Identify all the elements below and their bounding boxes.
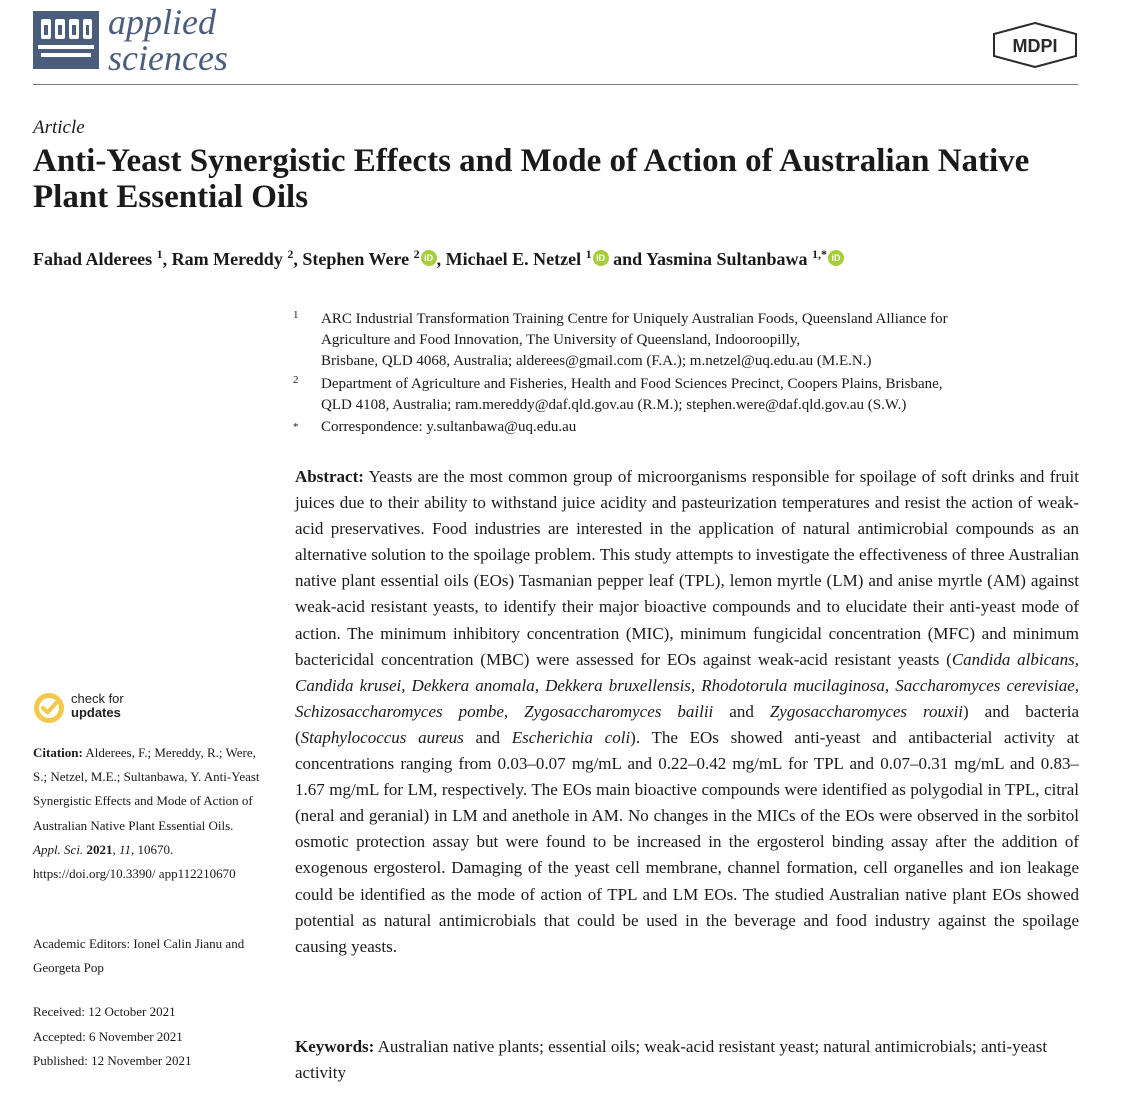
- published-date: Published: 12 November 2021: [33, 1053, 192, 1068]
- citation-text-segment: Alderees, F.; Mereddy, R.; Were, S.; Netzel, M.E.; Sultanbawa, Y. Anti-Yeast Synergistic Effects and Mode of Action of Australian Native Plant Essential Oils.: [33, 745, 260, 833]
- check-for-updates-icon: [33, 692, 65, 724]
- abstract: [295, 464, 1079, 960]
- abstract-text-segment: Staphylococcus aureus: [300, 727, 464, 747]
- check-for-updates-line1: check for: [71, 691, 124, 706]
- citation-text-segment: 11: [118, 841, 131, 857]
- affiliation-line: ARC Industrial Transformation Training Centre for Uniquely Australian Foods, Queensland Alliance for: [321, 311, 948, 327]
- abstract-label: Abstract:: [295, 467, 364, 486]
- citation-text: [33, 745, 260, 881]
- article-title: Anti-Yeast Synergistic Effects and Mode of Action of Australian Native Plant Essential Oils: [33, 143, 1030, 215]
- citation-text-segment: , 10670. https://doi.org/10.3390/ app112210670: [33, 841, 236, 882]
- keywords-label: Keywords:: [295, 1037, 375, 1056]
- author-affiliation-mark: 1,*: [812, 247, 828, 261]
- author-name[interactable]: Stephen Were: [302, 249, 414, 269]
- abstract-text-segment: and: [463, 727, 512, 747]
- author-list: Fahad Alderees $^1$, Ram Mereddy $^2$, Stephen Were $^2$ iD , Michael E. Netzel $^1$ iD and Yasmina Sultanbawa $^{1,*}$ iD: [33, 247, 844, 270]
- abstract-text-segment: Escherichia coli: [511, 727, 631, 747]
- orcid-icon[interactable]: iD: [828, 250, 844, 266]
- citation-text-segment: 2021: [86, 841, 113, 857]
- affiliation-marker: 1: [293, 309, 299, 321]
- accepted-date: Accepted: 6 November 2021: [33, 1029, 183, 1044]
- author-affiliation-mark: 1: [156, 247, 163, 261]
- academic-editors: Academic Editors: Ionel Calin Jianu and Georgeta Pop: [33, 936, 245, 975]
- abstract-text-segment: and: [713, 701, 770, 721]
- affiliation-line: Brisbane, QLD 4068, Australia; alderees@gmail.com (F.A.); m.netzel@uq.edu.au (M.E.N.): [321, 353, 872, 369]
- author-name[interactable]: Yasmina Sultanbawa: [645, 249, 813, 269]
- abstract-text-segment: ). The EOs showed anti-yeast and antibacterial activity at concentrations ranging from 0.03–0.07 mg/mL and 0.22–0.42 mg/mL for TPL and 0.07–0.31 mg/mL and 0.83–1.67 mg/mL for LM, respectively. The EOs main bioactive compounds were identified as polygodial in TPL, citral (neral and geranial) in LM and anethole in AM. No changes in the MICs of the EOs were observed in the sorbitol osmotic protection assay but were found to be increased in the ergosterol binding assay after the addition of exogenous ergosterol. Damaging of the yeast cell membrane, channel formation, cell organelles and ion leakage could be identified as the mode of action of TPL and LM EOs. The studied Australian native plant EOs showed potential as natural antimicrobials that could be used in the beverage and food industry against the spoilage causing yeasts.: [295, 727, 1080, 956]
- affiliation-line: Department of Agriculture and Fisheries, Health and Food Sciences Precinct, Coopers Plains, Brisbane,: [321, 376, 943, 392]
- header-divider: [33, 84, 1078, 85]
- author-name[interactable]: Michael E. Netzel: [445, 249, 586, 269]
- keywords: [295, 1034, 1079, 1086]
- citation-label: Citation:: [33, 745, 83, 760]
- abstract-text-segment: Yeasts are the most common group of microorganisms responsible for spoilage of soft drinks and fruit juices due to their ability to withstand juice acidity and pasteurization temperatures and resist the action of weak-acid preservatives. Food industries are interested in the application of natural antimicrobial compounds as an alternative solution to the spoilage problem. This study attempts to investigate the effectiveness of three Australian native plant essential oils (EOs) Tasmanian pepper leaf (TPL), lemon myrtle (LM) and anise myrtle (AM) against weak-acid resistant yeasts, to identify their major bioactive compounds and to elucidate their anti-yeast mode of action. The minimum inhibitory concentration (MIC), minimum fungicidal concentration (MFC) and minimum bactericidal concentration (MBC) were assessed for EOs against weak-acid resistant yeasts (: [295, 467, 1079, 669]
- author-affiliation-mark: 2: [413, 247, 420, 261]
- abstract-text-segment: Zygosaccharomyces rouxii: [769, 701, 964, 721]
- mdpi-logo: [992, 22, 1078, 68]
- received-date: Received: 12 October 2021: [33, 1004, 176, 1019]
- author-affiliation-mark: 2: [287, 247, 294, 261]
- citation-text-segment: ,: [112, 841, 119, 857]
- correspondence: [293, 417, 1083, 439]
- correspondence-marker: *: [293, 421, 299, 433]
- orcid-icon[interactable]: iD: [421, 250, 437, 266]
- citation-block: [33, 741, 261, 886]
- journal-name-line1: applied: [108, 2, 216, 42]
- affiliation-marker: 2: [293, 374, 299, 386]
- orcid-icon[interactable]: iD: [593, 250, 609, 266]
- abstract-text-segment: Candida albicans, Candida krusei, Dekkera anomala, Dekkera bruxellensis, Rhodotorula mucilaginosa, Saccharomyces cerevisiae, Schizosaccharomyces pombe, Zygosaccharomyces bailii: [295, 649, 1079, 721]
- article-type: Article: [33, 117, 85, 138]
- check-for-updates-label: [71, 692, 124, 720]
- check-for-updates-line2: updates: [71, 705, 121, 720]
- affiliation-line: QLD 4108, Australia; ram.mereddy@daf.qld.gov.au (R.M.); stephen.were@daf.qld.gov.au (S.W.): [321, 397, 907, 413]
- citation-text-segment: Appl. Sci.: [33, 841, 84, 857]
- affiliation-2: [293, 374, 1083, 417]
- correspondence-line: Correspondence: y.sultanbawa@uq.edu.au: [321, 419, 577, 435]
- author-name[interactable]: Ram Mereddy: [171, 249, 288, 269]
- journal-name: [108, 4, 228, 76]
- journal-logo-icon: [33, 11, 99, 69]
- check-for-updates-badge[interactable]: [33, 690, 143, 728]
- mdpi-logo-text: MDPI: [1012, 36, 1058, 56]
- affiliation-1: [293, 309, 1083, 373]
- author-affiliation-mark: 1: [585, 247, 592, 261]
- author-name[interactable]: Fahad Alderees: [33, 249, 157, 269]
- keywords-text: Australian native plants; essential oils; weak-acid resistant yeast; natural antimicrobials; anti-yeast activity: [295, 1037, 1048, 1082]
- abstract-body: [295, 467, 1079, 956]
- journal-name-line2: sciences: [108, 38, 228, 78]
- affiliation-line: Agriculture and Food Innovation, The University of Queensland, Indooroopilly,: [321, 332, 801, 348]
- abstract-text-segment: ) and bacteria (: [295, 701, 1080, 747]
